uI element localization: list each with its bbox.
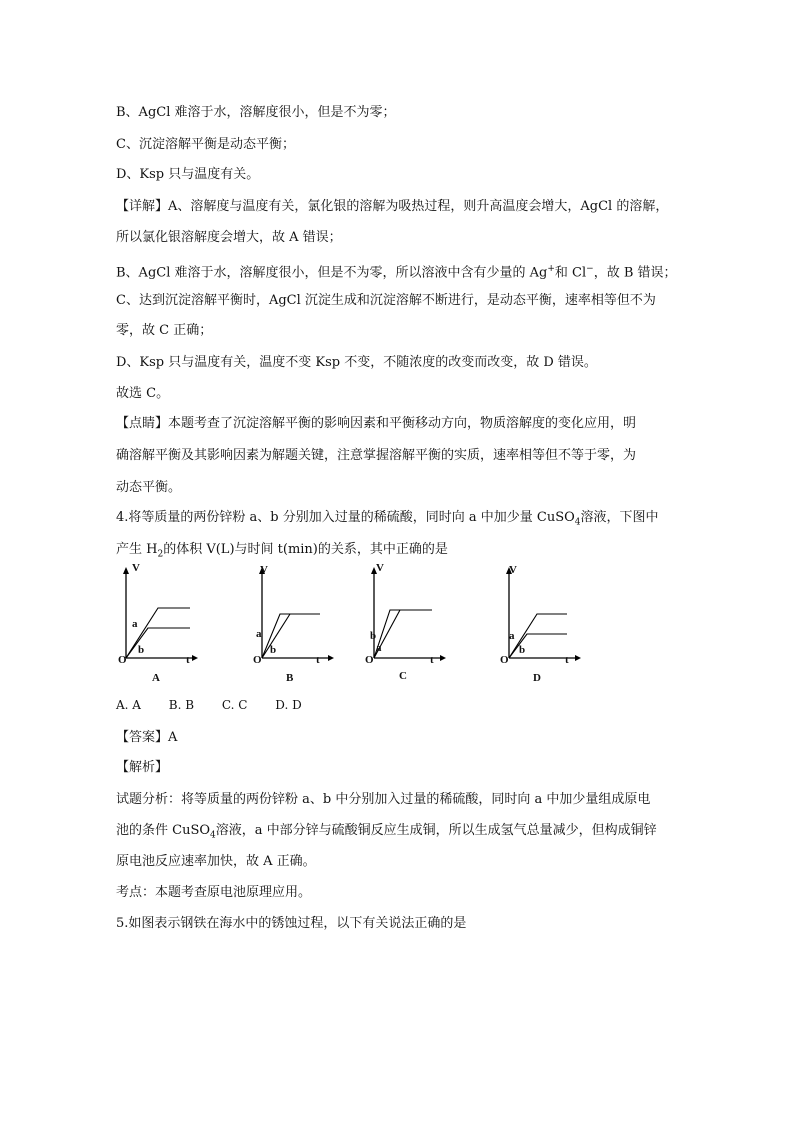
origin-label: O xyxy=(365,654,374,666)
graph-D xyxy=(497,562,577,690)
text-segment: 溶液，a 中部分锌与硫酸铜反应生成铜，所以生成氢气总量减少，但构成铜锌 xyxy=(215,823,657,838)
text-line: 零，故 C 正确； xyxy=(116,323,213,338)
analysis-title: 【解析】 xyxy=(116,760,169,775)
answer-line: 【答案】A xyxy=(116,730,178,745)
answer-options xyxy=(116,698,326,712)
figure-caption: D xyxy=(533,672,541,684)
origin-label: O xyxy=(253,654,262,666)
analysis-line: 原电池反应速率加快，故 A 正确。 xyxy=(116,854,316,869)
text-line: D、Ksp 只与温度有关，温度不变 Ksp 不变，不随浓度的改变而改变，故 D 错误。 xyxy=(116,355,597,370)
question-5: 5.如图表示钢铁在海水中的锈蚀过程，以下有关说法正确的是 xyxy=(116,916,467,931)
text-segment: 产生 H xyxy=(116,542,158,557)
axis-x-label: t xyxy=(430,654,434,666)
origin-label: O xyxy=(118,654,127,666)
graph-B xyxy=(250,562,330,690)
kaodian-line: 考点：本题考查原电池原理应用。 xyxy=(116,885,312,900)
curve-label: a xyxy=(132,618,138,630)
text-line: 所以氯化银溶解度会增大，故 A 错误； xyxy=(116,230,342,245)
text-segment: B、AgCl 难溶于水，溶解度很小，但是不为零，所以溶液中含有少量的 Ag xyxy=(116,265,548,281)
curve-label: b xyxy=(370,630,377,642)
text-segment: 4.将等质量的两份锌粉 a、b 分别加入过量的稀硫酸，同时向 a 中加少量 CuSO xyxy=(116,510,575,525)
axis-y-label: V xyxy=(376,562,384,574)
text-line xyxy=(116,260,677,282)
graph-C xyxy=(362,562,442,690)
text-line: 确溶解平衡及其影响因素为解题关键，注意掌握溶解平衡的实质，速率相等但不等于零，为 xyxy=(116,448,637,463)
curve-label: a xyxy=(376,642,382,654)
question-4-line1 xyxy=(116,509,659,532)
option-b[interactable]: B. B xyxy=(168,698,195,712)
option-c[interactable]: C. C xyxy=(221,698,248,712)
figure-caption: A xyxy=(152,672,160,684)
axis-y-label: V xyxy=(509,564,517,576)
curve-label: a xyxy=(256,628,262,640)
axis-x-label: t xyxy=(565,654,569,666)
superscript: + xyxy=(547,264,555,274)
text-line: D、Ksp 只与温度有关。 xyxy=(116,167,260,182)
figure-caption: C xyxy=(399,670,407,682)
axis-y-label: V xyxy=(132,562,140,574)
analysis-line xyxy=(116,822,657,845)
subscript: 4 xyxy=(210,830,216,841)
text-segment: 溶液，下图中 xyxy=(580,510,659,525)
superscript: − xyxy=(586,264,594,274)
axis-x-label: t xyxy=(186,654,190,666)
figure-caption: B xyxy=(286,672,294,684)
question-4-line2 xyxy=(116,541,448,564)
analysis-line: 试题分析：将等质量的两份锌粉 a、b 中分别加入过量的稀硫酸，同时向 a 中加少量组成原电 xyxy=(116,792,651,807)
text-segment: ，故 B 错误； xyxy=(593,265,677,281)
text-line: 【详解】A、溶解度与温度有关，氯化银的溶解为吸热过程，则升高温度会增大，AgCl 的溶解， xyxy=(116,199,669,214)
text-line: 故选 C。 xyxy=(116,386,170,401)
text-line: C、沉淀溶解平衡是动态平衡； xyxy=(116,137,295,152)
subscript: 2 xyxy=(157,549,164,560)
text-line: 动态平衡。 xyxy=(116,480,182,495)
curve-label: b xyxy=(138,644,145,656)
option-a[interactable]: A. A xyxy=(116,698,141,712)
axis-x-label: t xyxy=(316,654,320,666)
curve-label: b xyxy=(519,644,526,656)
graph-A xyxy=(114,562,194,690)
text-segment: 和 Cl xyxy=(554,265,587,281)
origin-label: O xyxy=(500,654,509,666)
text-line: C、达到沉淀溶解平衡时，AgCl 沉淀生成和沉淀溶解不断进行，是动态平衡，速率相等但不为 xyxy=(116,293,656,308)
text-line: 【点睛】本题考查了沉淀溶解平衡的影响因素和平衡移动方向，物质溶解度的变化应用，明 xyxy=(116,416,637,431)
subscript: 4 xyxy=(574,517,581,528)
text-line: B、AgCl 难溶于水，溶解度很小，但是不为零； xyxy=(116,105,396,120)
axis-y-label: V xyxy=(260,564,268,576)
curve-label: a xyxy=(509,630,515,642)
option-d[interactable]: D. D xyxy=(275,698,302,712)
text-segment: 池的条件 CuSO xyxy=(116,823,211,838)
curve-label: b xyxy=(270,644,277,656)
text-segment: 的体积 V(L)与时间 t(min)的关系，其中正确的是 xyxy=(163,542,448,557)
